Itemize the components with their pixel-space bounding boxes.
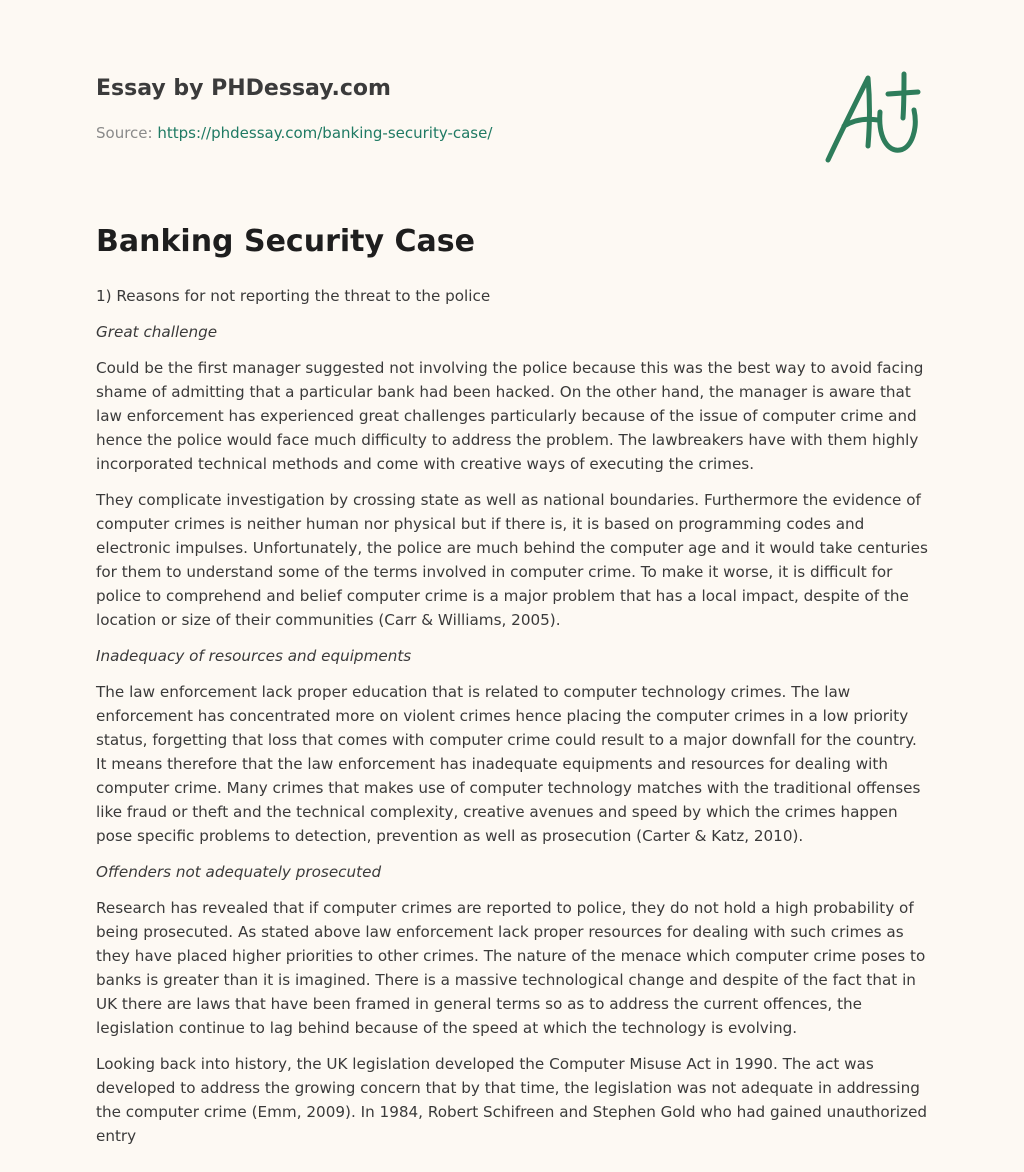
essay-paragraph: 1) Reasons for not reporting the threat to the police [96, 287, 491, 305]
essay-paragraph: Research has revealed that if computer crimes are reported to police, they do not hold a high probability of being prosecuted. As stated above law enforcement lack proper resources for dealing with such crimes as they have placed higher priorities to other crimes. The nature of the menace which computer crime poses to banks is greater than it is imagined. There is a massive technological change and despite of the fact that in UK there are laws that have been framed in general terms so as to address the current offences, the legislation continue to lag behind because of the speed at which the technology is evolving. [96, 899, 926, 1037]
source-label: Source: [96, 124, 158, 142]
essay-paragraph: Could be the first manager suggested not involving the police because this was the best way to avoid facing shame of admitting that a particular bank had been hacked. On the other hand, the manager is aware that law enforcement has experienced great challenges particularly because of the issue of computer crime and hence the police would face much difficulty to address the problem. The lawbreakers have with them highly incorporated technical methods and come with creative ways of executing the crimes. [96, 359, 924, 473]
essay-paragraph: Looking back into history, the UK legislation developed the Computer Misuse Act in 1990. The act was developed to address the growing concern that by that time, the legislation was not adequate in addressing the computer crime (Emm, 2009). In 1984, Robert Schifreen and Stephen Gold who had gained unauthorized entry [96, 1055, 928, 1145]
essay-title: Banking Security Case [96, 224, 475, 259]
essay-paragraph: They complicate investigation by crossing state as well as national boundaries. Furthermore the evidence of computer crimes is neither human nor physical but if there is, it is based on programming codes and electronic impulses. Unfortunately, the police are much behind the computer age and it would take centuries for them to understand some of the terms involved in computer crime. To make it worse, it is difficult for police to comprehend and belief computer crime is a major problem that has a local impact, despite of the location or size of their communities (Carr & Williams, 2005). [96, 491, 928, 629]
site-name: Essay by PHDessay.com [96, 76, 391, 101]
essay-body [96, 284, 932, 1160]
section-heading: Inadequacy of resources and equipments [96, 647, 412, 665]
section-heading: Offenders not adequately prosecuted [96, 863, 382, 881]
source-link[interactable]: https://phdessay.com/banking-security-case/ [157, 124, 493, 142]
essay-paragraph: The law enforcement lack proper education that is related to computer technology crimes. The law enforcement has concentrated more on violent crimes hence placing the computer crimes in a low priority status, forgetting that loss that comes with computer crime could result to a major downfall for the country. It means therefore that the law enforcement has inadequate equipments and resources for dealing with computer crime. Many crimes that makes use of computer technology matches with the traditional offenses like fraud or theft and the technical complexity, creative avenues and speed by which the crimes happen pose specific problems to detection, prevention as well as prosecution (Carter & Katz, 2010). [96, 683, 921, 845]
source-line [96, 124, 492, 142]
a-plus-logo-icon [818, 64, 932, 168]
section-heading: Great challenge [96, 323, 218, 341]
